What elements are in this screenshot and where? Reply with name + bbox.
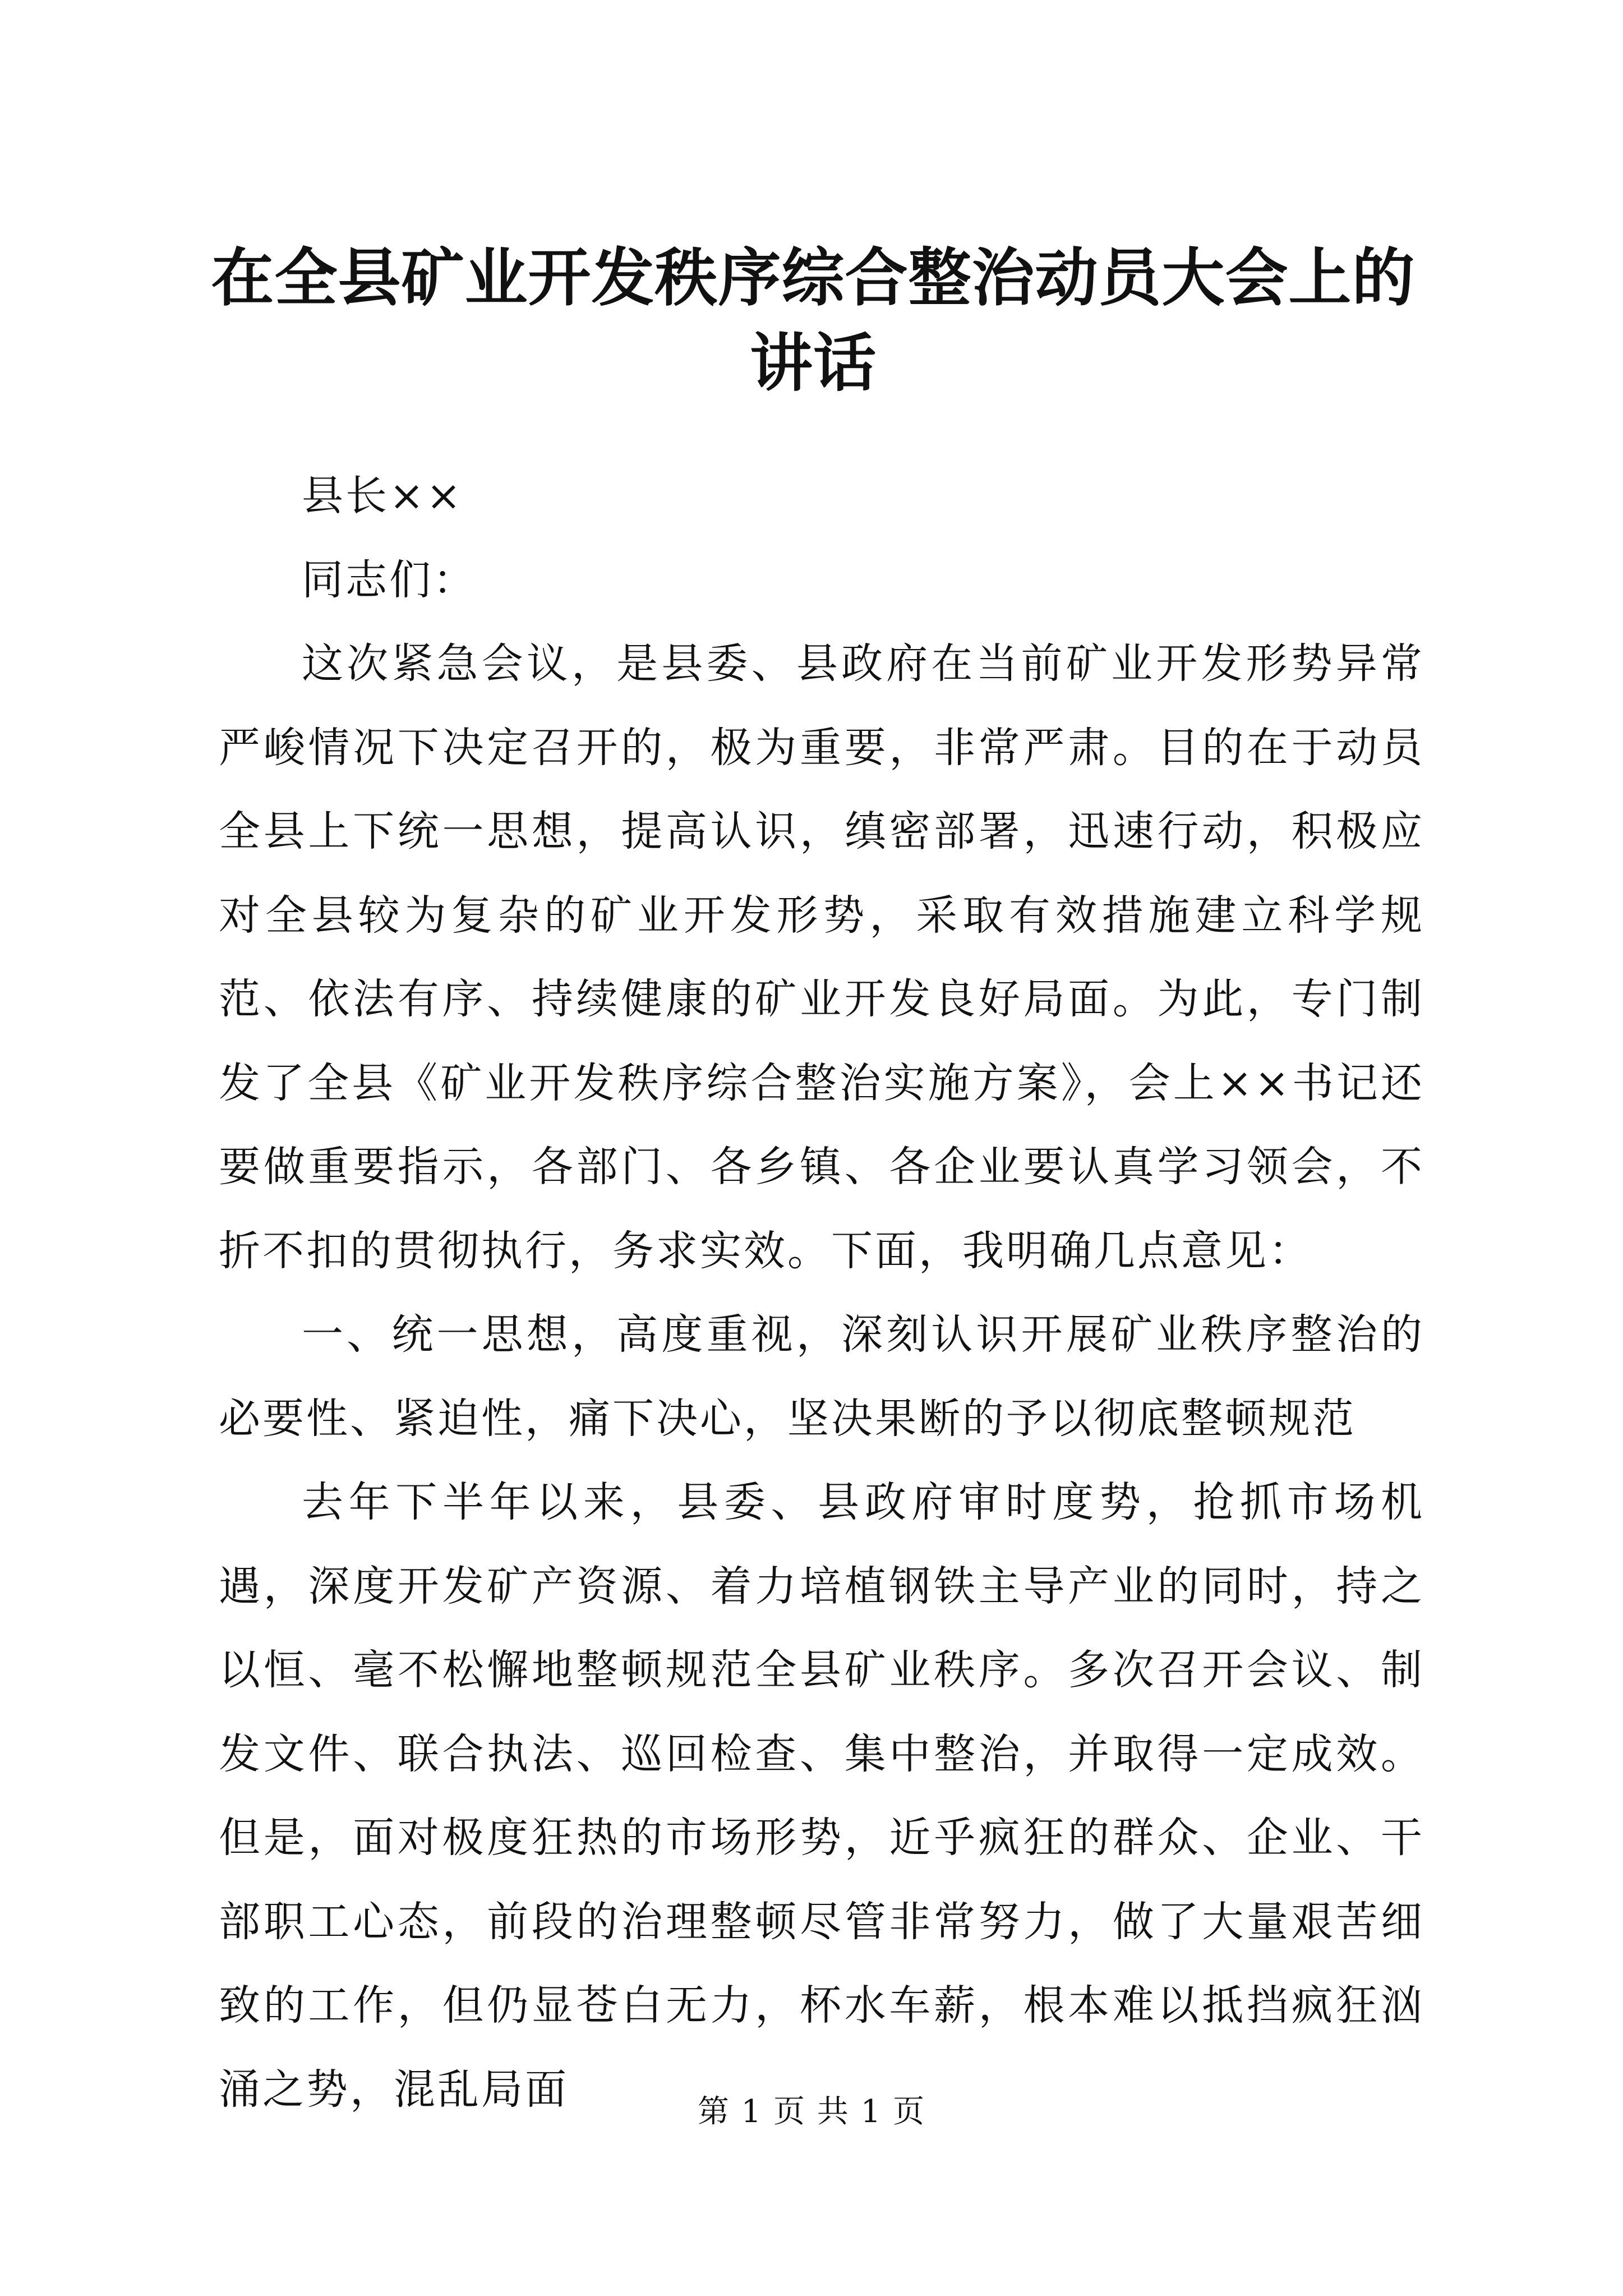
document-body — [219, 454, 1424, 2132]
page-footer: 第 1 页 共 1 页 — [697, 2093, 926, 2130]
author-line: 县长×× — [302, 472, 464, 520]
salutation: 同志们： — [302, 555, 477, 604]
paragraph-intro: 这次紧急会议，是县委、县政府在当前矿业开发形势异常严峻情况下决定召开的，极为重要，非常严肃。目的在于动员全县上下统一思想，提高认识，缜密部署，迅速行动，积极应对全县较为复杂的矿业开发形势，采取有效措施建立科学规范、依法有序、持续健康的矿业开发良好局面。为此，专门制发了全县《矿业开发秩序综合整治实施方案》，会上××书记还要做重要指示，各部门、各乡镇、各企业要认真学习领会，不折不扣的贯彻执行，务求实效。下面，我明确几点意见： — [219, 639, 1424, 1275]
section-heading-1: 一、统一思想，高度重视，深刻认识开展矿业秩序整治的必要性、紧迫性，痛下决心，坚决果断的予以彻底整顿规范 — [219, 1310, 1424, 1443]
document-title: 在全县矿业开发秩序综合整治动员大会上的讲话 — [211, 241, 1415, 400]
paragraph-section-1: 去年下半年以来，县委、县政府审时度势，抢抓市场机遇，深度开发矿产资源、着力培植钢铁主导产业的同时，持之以恒、毫不松懈地整顿规范全县矿业秩序。多次召开会议、制发文件、联合执法、巡回检查、集中整治，并取得一定成效。但是，面对极度狂热的市场形势，近乎疯狂的群众、企业、干部职工心态，前段的治理整顿尽管非常努力，做了大量艰苦细致的工作，但仍显苍白无力，杯水车薪，根本难以抵挡疯狂汹涌之势，混乱局面 — [219, 1478, 1424, 2114]
